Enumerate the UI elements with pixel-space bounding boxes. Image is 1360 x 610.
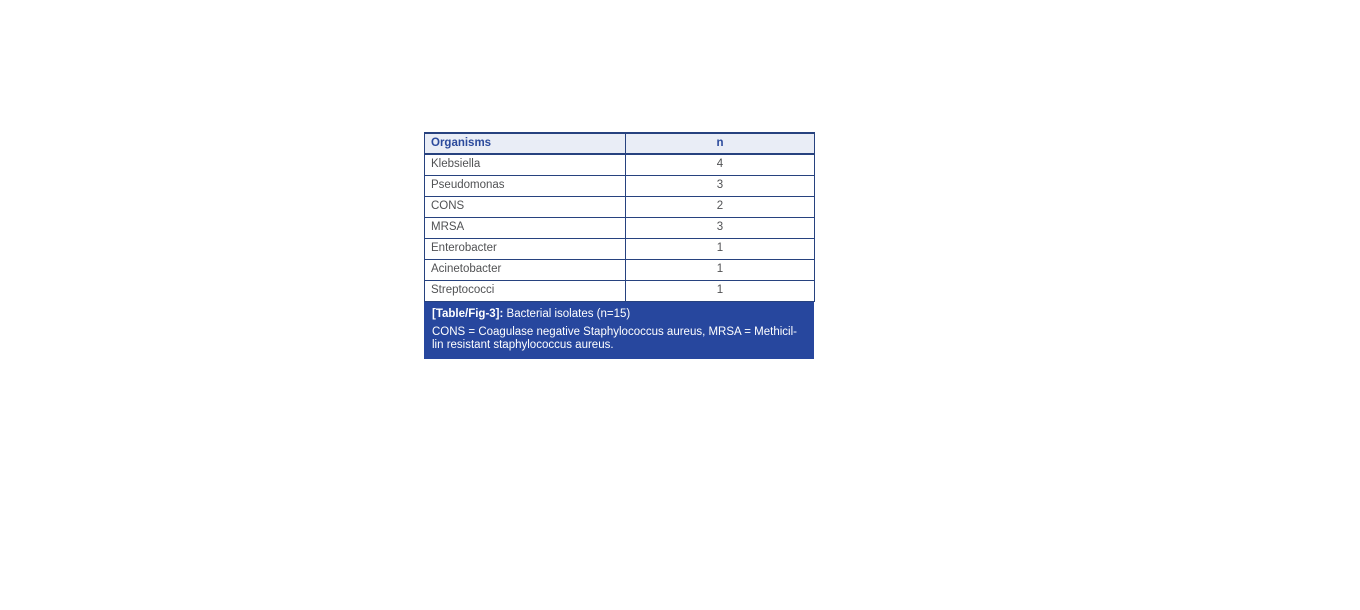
footnote-line-1: CONS = Coagulase negative Staphylococcus aureus, MRSA = Methicil- (432, 325, 797, 338)
count-cell: 2 (626, 196, 815, 217)
organism-cell: MRSA (425, 217, 626, 238)
table-row (425, 175, 815, 196)
table-row (425, 196, 815, 217)
table-header-row (425, 133, 815, 154)
organism-cell: CONS (425, 196, 626, 217)
table-fig-3 (424, 132, 814, 359)
count-cell: 1 (626, 259, 815, 280)
organism-cell: Acinetobacter (425, 259, 626, 280)
caption-label: [Table/Fig-3]: (432, 307, 504, 320)
column-header-organisms: Organisms (425, 133, 626, 154)
table-row (425, 238, 815, 259)
table-row (425, 217, 815, 238)
count-cell: 3 (626, 217, 815, 238)
caption-title-line (432, 307, 806, 322)
bacterial-isolates-table (424, 132, 815, 302)
table-row (425, 280, 815, 301)
organism-cell: Streptococci (425, 280, 626, 301)
count-cell: 1 (626, 280, 815, 301)
organism-cell: Pseudomonas (425, 175, 626, 196)
organism-cell: Klebsiella (425, 154, 626, 175)
count-cell: 1 (626, 238, 815, 259)
table-row (425, 154, 815, 175)
count-cell: 4 (626, 154, 815, 175)
table-caption (424, 302, 814, 359)
footnote-line-2: lin resistant staphylococcus aureus. (432, 339, 614, 351)
count-cell: 3 (626, 175, 815, 196)
column-header-n: n (626, 133, 815, 154)
organism-cell: Enterobacter (425, 238, 626, 259)
caption-footnote (432, 326, 806, 353)
caption-title: Bacterial isolates (n=15) (503, 307, 631, 320)
table-row (425, 259, 815, 280)
